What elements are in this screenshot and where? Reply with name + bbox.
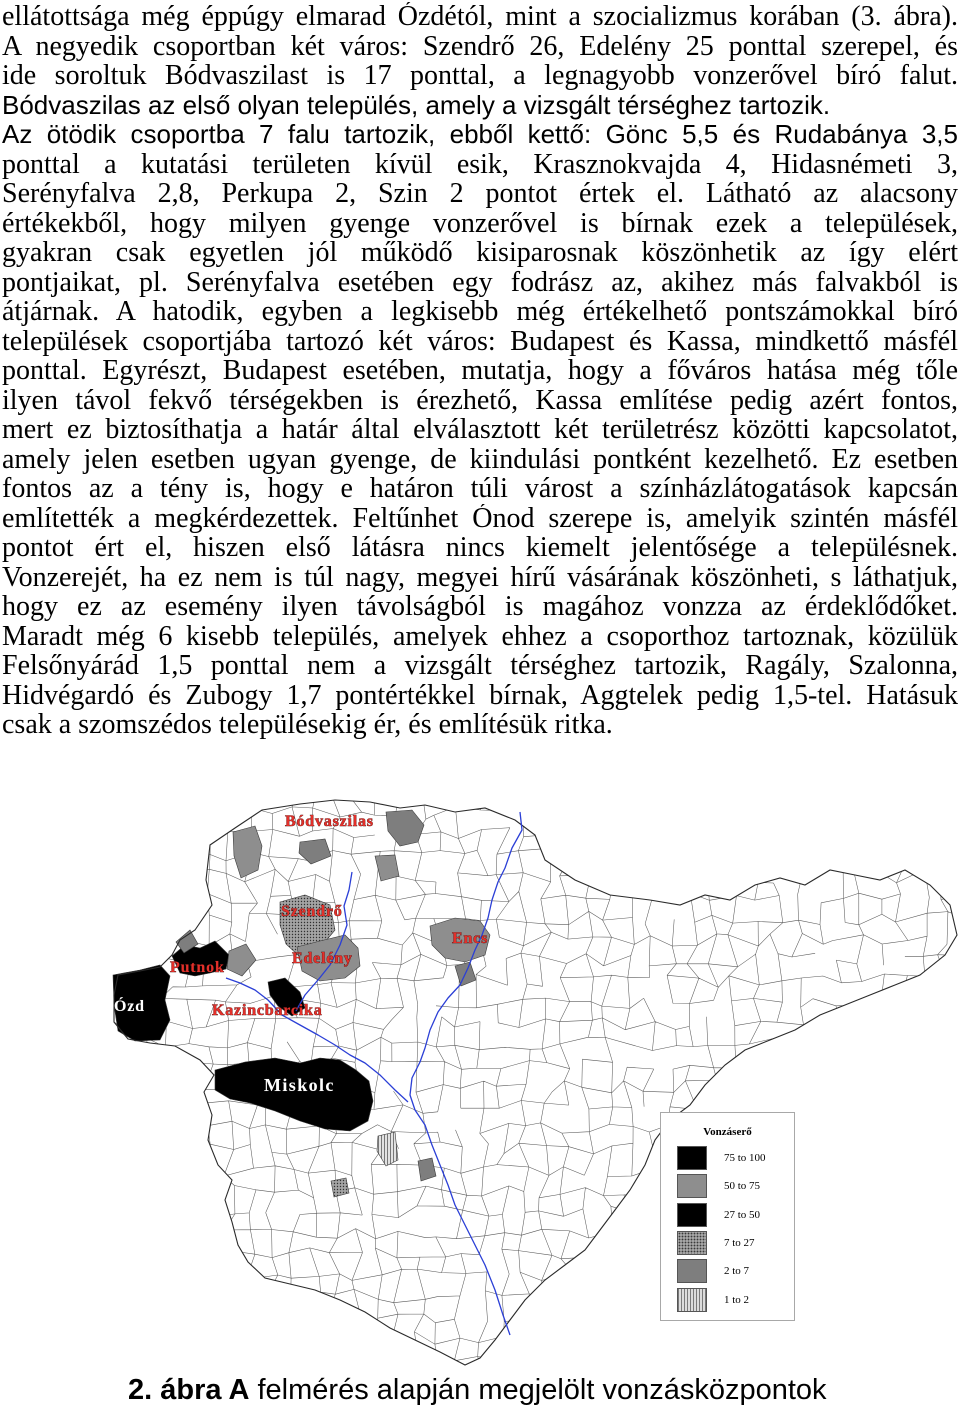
legend-label: 27 to 50 [724,1209,761,1221]
legend-label: 75 to 100 [724,1152,766,1164]
figure-caption [128,1374,827,1406]
text-line: értékekből, hogy milyen gyenge vonzerővel is bírnak ezek a települések, [2,208,958,238]
label-szendro: Szendrő [281,903,343,920]
text-line: pontot ért el, hiszen első látásra nincs kiemelt jelentősége a településnek. [2,533,958,563]
legend-label: 2 to 7 [724,1265,750,1277]
label-putnok: Putnok [170,959,225,976]
figure-caption-text: felmérés alapján megjelölt vonzásközpontok [257,1374,827,1406]
label-bodvaszilas: Bódvaszilas [285,813,374,830]
legend-label: 7 to 27 [724,1237,755,1249]
text-line: ponttal a kutatási területen kívül esik, Krasznokvajda 4, Hidasnémeti 3, [2,149,958,179]
text-line: ellátottsága még éppúgy elmarad Ózdétól, mint a szocializmus korában (3. ábra). [2,2,958,32]
legend-item [677,1203,789,1227]
text-line: csak a szomszédos településekig ér, és említésük ritka. [2,710,613,740]
legend-swatch [677,1288,707,1312]
text-line: települések csoportjába tartozó két város: Budapest és Kassa, mindkettő másfél [2,326,958,356]
text-line: Az ötödik csoportba 7 falu tartozik, ebből kettő: Gönc 5,5 és Rudabánya 3,5 [2,120,958,149]
text-line: fontos az a tény is, hogy e határon túli várost a színházlátogatások kapcsán [2,474,958,504]
label-kazincbarcika: Kazincbarcika [212,1002,323,1019]
legend-title: Vonzáserő [703,1126,752,1138]
text-line: hogy ez az esemény ilyen távolságból is magához vonzza az érdeklődőket. [2,592,958,622]
text-line: amely jelen esetben ugyan gyenge, de kiindulási pontként kezelhető. Ez esetben [2,444,958,474]
legend-label: 50 to 75 [724,1180,761,1192]
label-edeleny: Edelény [292,950,353,967]
text-line: pontjaikat, pl. Serényfalva esetében egy fodrász az, akihez más falvakból is [2,267,958,297]
text-line: Maradt még 6 kisebb település, amelyek ehhez a csoporthoz tartoznak, közülük [2,621,958,651]
text-line: ide soroltuk Bódvaszilast is 17 ponttal, a legnagyobb vonzerővel bíró falut. [2,61,958,91]
legend-item [677,1146,789,1170]
text-line: A negyedik csoportban két város: Szendrő 26, Edelény 25 ponttal szerepel, és [2,31,958,61]
legend-swatch [677,1203,707,1227]
figure-number: 2. ábra A [128,1374,250,1406]
map-legend [660,1112,795,1321]
text-line: Vonzerejét, ha ez nem is túl nagy, megyei hírű vásárának köszönheti, s láthatjuk, [2,562,958,592]
legend-item [677,1174,789,1198]
label-miskolc: Miskolc [264,1075,335,1095]
text-line: gyakran csak egyetlen jól működő kisiparosnak köszönhetik az így elért [2,238,958,268]
legend-swatch [677,1174,707,1198]
legend-swatch [677,1231,707,1255]
text-line: említették a megkérdezettek. Feltűnhet Ónod szerepe is, amelyik szintén másfél [2,503,958,533]
legend-item [677,1288,789,1312]
attraction-centres-map [100,780,960,1375]
legend-swatch [677,1146,707,1170]
legend-swatch [677,1259,707,1283]
label-encs: Encs [452,930,489,947]
legend-item [677,1231,789,1255]
legend-label: 1 to 2 [724,1294,750,1306]
text-line: mert ez biztosíthatja a határ által elválasztott két területrész közötti kapcsolatot, [2,415,958,445]
legend-item [677,1259,789,1283]
text-line: Bódvaszilas az első olyan település, amely a vizsgált térséghez tartozik. [2,90,831,120]
label-ozd: Ózd [114,998,145,1015]
body-text [2,2,958,740]
text-line: Hidvégardó és Zubogy 1,7 pontértékkel bírnak, Aggtelek pedig 1,5-tel. Hatásuk [2,680,958,710]
text-line: ponttal. Egyrészt, Budapest esetében, mutatja, hogy a főváros hatása még tőle [2,356,958,386]
text-line: Serényfalva 2,8, Perkupa 2, Szin 2 pontot értek el. Látható az alacsony [2,179,958,209]
text-line: átjárnak. A hatodik, egyben a legkisebb még értékelhető pontszámokkal bíró [2,297,958,327]
text-line: ilyen távol fekvő térségekben is érezhető, Kassa említése pedig azért fontos, [2,385,958,415]
text-line: Felsőnyárád 1,5 ponttal nem a vizsgált térséghez tartozik, Ragály, Szalonna, [2,651,958,681]
